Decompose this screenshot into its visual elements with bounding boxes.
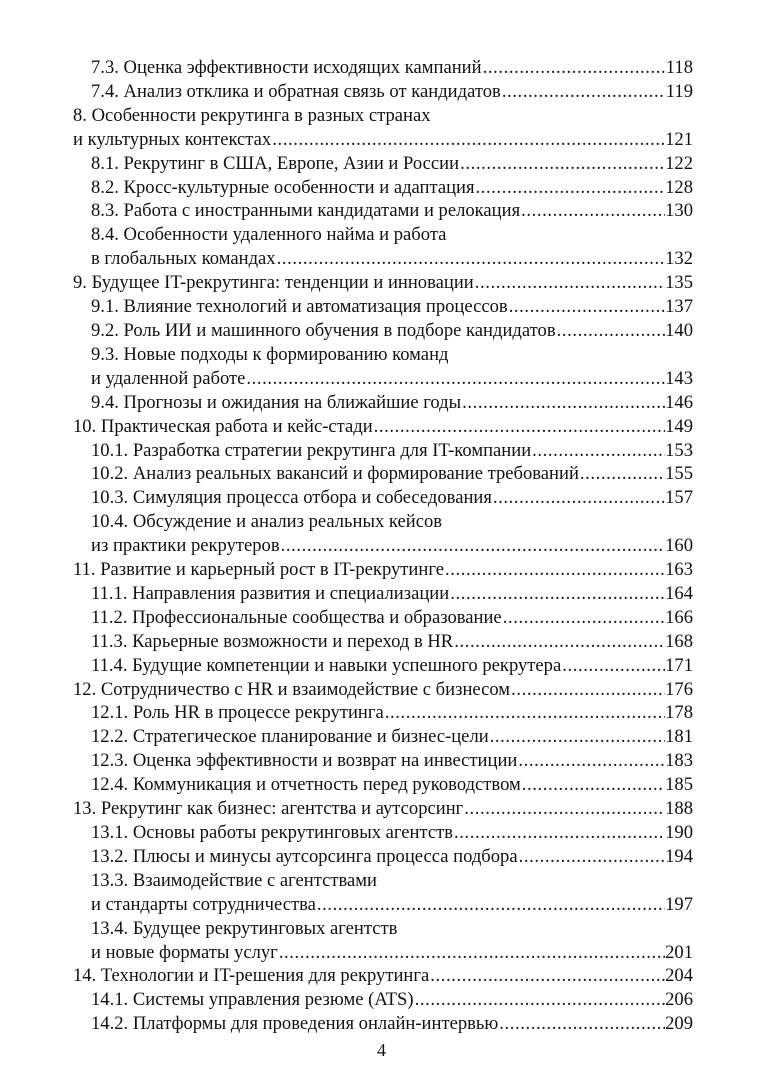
toc-entry — [73, 606, 693, 630]
toc-entry-line — [73, 558, 693, 582]
toc-entry — [73, 343, 693, 391]
toc-entry-page: 137 — [665, 296, 693, 318]
toc-entry — [73, 725, 693, 749]
dot-leader — [517, 749, 665, 773]
toc-entry-title: и культурных контекстах — [73, 128, 272, 150]
dot-leader — [508, 295, 665, 319]
toc-entry-line — [91, 869, 693, 893]
toc-entry-page: 121 — [665, 128, 693, 150]
toc-entry-line — [91, 701, 693, 725]
toc-entry-title: 11.2. Профессиональные сообщества и образование — [91, 606, 502, 628]
toc-entry-page: 183 — [665, 750, 693, 772]
toc-entry-page: 206 — [665, 989, 693, 1011]
toc-entry — [73, 773, 693, 797]
toc-entry-title: 14.2. Платформы для проведения онлайн-интервью — [91, 1013, 499, 1035]
dot-leader — [531, 439, 665, 463]
toc-entry — [73, 152, 693, 176]
dot-leader — [561, 654, 665, 678]
toc-entry-title: 12.4. Коммуникация и отчетность перед руководством — [91, 774, 521, 796]
toc-entry-line — [91, 654, 693, 678]
toc-entry-title: 9.2. Роль ИИ и машинного обучения в подборе кандидатов — [91, 319, 556, 341]
dot-leader — [459, 152, 665, 176]
dot-leader — [475, 176, 666, 200]
toc-entry-title: 10.2. Анализ реальных вакансий и формирование требований — [91, 463, 579, 485]
toc-entry-line — [91, 295, 693, 319]
dot-leader — [521, 773, 665, 797]
dot-leader — [518, 845, 666, 869]
dot-leader — [444, 558, 665, 582]
toc-entry — [73, 510, 693, 558]
toc-entry-line — [91, 319, 693, 343]
dot-leader — [463, 797, 665, 821]
toc-entry-title: 12. Сотрудничество с HR и взаимодействие с бизнесом — [73, 678, 511, 700]
dot-leader — [278, 941, 665, 965]
toc-entry-line — [91, 606, 693, 630]
toc-entry-title: 10.1. Разработка стратегии рекрутинга для IT-компании — [91, 439, 532, 461]
toc-entry-line — [91, 367, 693, 391]
toc-entry-page: 140 — [665, 319, 693, 341]
toc-entry — [73, 821, 693, 845]
toc-entry-title: 12.3. Оценка эффективности и возврат на инвестиции — [91, 750, 518, 772]
toc-entry-page: 130 — [665, 200, 693, 222]
toc-entry-title: в глобальных командах — [91, 248, 276, 270]
toc-entry-page: 163 — [665, 559, 693, 581]
toc-entry-line — [91, 845, 693, 869]
toc-entry-line — [91, 223, 693, 247]
toc-entry-line — [91, 582, 693, 606]
toc-entry — [73, 797, 693, 821]
toc-entry-line — [91, 725, 693, 749]
toc-entry-title: 11.3. Карьерные возможности и переход в HR — [91, 630, 454, 652]
toc-entry — [73, 988, 693, 1012]
toc-entry — [73, 199, 693, 223]
toc-entry-page: 168 — [665, 630, 693, 652]
toc-entry-line — [91, 343, 693, 367]
dot-leader — [429, 964, 665, 988]
toc-entry — [73, 678, 693, 702]
toc-entry — [73, 439, 693, 463]
toc-entry — [73, 56, 693, 80]
toc-entry-title: 8.4. Особенности удаленного найма и работа — [91, 224, 447, 246]
dot-leader — [510, 678, 665, 702]
toc-entry-line — [91, 247, 693, 271]
toc-entry-line — [91, 510, 693, 534]
toc-entry-page: 143 — [665, 367, 693, 389]
toc-entry-page: 204 — [665, 965, 693, 987]
toc-entry-page: 176 — [665, 678, 693, 700]
toc-entry-line — [91, 630, 693, 654]
toc-entry-line — [73, 797, 693, 821]
toc-entry-title: 7.4. Анализ отклика и обратная связь от кандидатов — [91, 80, 501, 102]
table-of-contents — [73, 56, 693, 1036]
dot-leader — [271, 128, 665, 152]
toc-entry-title: 9.4. Прогнозы и ожидания на ближайшие годы — [91, 391, 462, 413]
toc-entry-page: 164 — [665, 582, 693, 604]
dot-leader — [520, 199, 665, 223]
toc-entry-title: 11. Развитие и карьерный рост в IT-рекрутинге — [73, 559, 444, 581]
dot-leader — [316, 893, 665, 917]
toc-entry-title: 8.2. Кросс-культурные особенности и адаптация — [91, 176, 475, 198]
toc-entry-page: 132 — [665, 248, 693, 270]
toc-entry-line — [91, 199, 693, 223]
toc-entry-page: 171 — [665, 654, 693, 676]
toc-entry — [73, 319, 693, 343]
toc-entry-title: 8. Особенности рекрутинга в разных странах — [73, 104, 431, 126]
toc-entry-page: 190 — [665, 822, 693, 843]
toc-entry-line — [91, 391, 693, 415]
toc-entry — [73, 223, 693, 271]
toc-entry-page: 119 — [665, 80, 693, 102]
toc-entry-page: 146 — [665, 391, 693, 413]
toc-entry-page: 201 — [665, 941, 693, 963]
dot-leader — [453, 821, 665, 845]
toc-entry — [73, 295, 693, 319]
toc-entry-title: и удаленной работе — [91, 367, 246, 389]
toc-entry — [73, 104, 693, 152]
toc-entry-title: 11.4. Будущие компетенции и навыки успешного рекрутера — [91, 654, 562, 676]
toc-entry-line — [73, 104, 693, 128]
toc-entry-page: 188 — [665, 798, 693, 820]
toc-entry-title: 14.1. Системы управления резюме (ATS) — [91, 989, 414, 1011]
toc-entry — [73, 271, 693, 295]
toc-entry-line — [73, 678, 693, 702]
dot-leader — [579, 462, 665, 486]
toc-entry — [73, 176, 693, 200]
dot-leader — [492, 486, 665, 510]
toc-entry-line — [73, 271, 693, 295]
toc-entry-page: 194 — [665, 845, 693, 867]
toc-entry — [73, 391, 693, 415]
toc-entry-page: 157 — [665, 487, 693, 509]
toc-entry-title: 13.2. Плюсы и минусы аутсорсинга процесса подбора — [91, 845, 518, 867]
dot-leader — [556, 319, 666, 343]
dot-leader — [453, 630, 665, 654]
toc-entry — [73, 630, 693, 654]
toc-entry-title: 7.3. Оценка эффективности исходящих кампаний — [91, 57, 482, 78]
toc-entry — [73, 654, 693, 678]
toc-entry-line — [91, 917, 693, 941]
toc-entry-title: 10.3. Симуляция процесса отбора и собеседования — [91, 487, 492, 509]
dot-leader — [461, 391, 665, 415]
toc-entry-line — [91, 80, 693, 104]
toc-entry-title: из практики рекрутеров — [91, 535, 280, 557]
toc-entry-line — [91, 988, 693, 1012]
toc-entry-line — [91, 439, 693, 463]
dot-leader — [482, 56, 666, 80]
toc-entry — [73, 415, 693, 439]
toc-entry-title: 13.1. Основы работы рекрутинговых агентств — [91, 822, 453, 843]
toc-entry — [73, 486, 693, 510]
dot-leader — [501, 80, 666, 104]
toc-entry-line — [91, 56, 693, 80]
toc-entry-title: 10. Практическая работа и кейс-стади — [73, 415, 373, 437]
toc-entry-page: 166 — [665, 606, 693, 628]
toc-entry-page: 153 — [665, 439, 693, 461]
toc-entry — [73, 558, 693, 582]
toc-entry-title: 11.1. Направления развития и специализации — [91, 582, 450, 604]
toc-entry — [73, 462, 693, 486]
toc-entry-line — [91, 773, 693, 797]
dot-leader — [474, 271, 665, 295]
toc-entry — [73, 845, 693, 869]
toc-entry-page: 181 — [665, 726, 693, 748]
toc-entry-title: 13. Рекрутинг как бизнес: агентства и аутсорсинг — [73, 798, 464, 820]
dot-leader — [498, 1012, 665, 1036]
toc-entry-title: 9.3. Новые подходы к формированию команд — [91, 343, 449, 365]
toc-entry-line — [91, 534, 693, 558]
toc-entry — [73, 749, 693, 773]
toc-entry-title: 9.1. Влияние технологий и автоматизация процессов — [91, 296, 508, 318]
toc-entry-page: 135 — [665, 272, 693, 294]
toc-entry-title: и новые форматы услуг — [91, 941, 278, 963]
toc-entry — [73, 917, 693, 965]
toc-entry-line — [91, 176, 693, 200]
toc-entry-page: 118 — [665, 57, 693, 78]
dot-leader — [489, 725, 665, 749]
toc-entry-page: 197 — [665, 893, 693, 915]
toc-entry-title: 12.1. Роль HR в процессе рекрутинга — [91, 702, 384, 724]
toc-entry-title: 12.2. Стратегическое планирование и бизнес-цели — [91, 726, 489, 748]
dot-leader — [276, 247, 666, 271]
toc-entry-line — [91, 152, 693, 176]
toc-entry-line — [91, 941, 693, 965]
dot-leader — [280, 534, 665, 558]
toc-entry — [73, 964, 693, 988]
toc-entry-line — [73, 128, 693, 152]
toc-entry-title: 14. Технологии и IT-решения для рекрутинга — [73, 965, 430, 987]
dot-leader — [449, 582, 665, 606]
toc-entry-title: и стандарты сотрудничества — [91, 893, 316, 915]
toc-entry-title: 8.3. Работа с иностранными кандидатами и релокация — [91, 200, 521, 222]
toc-entry-title: 8.1. Рекрутинг в США, Европе, Азии и России — [91, 152, 460, 174]
toc-entry-line — [91, 749, 693, 773]
toc-entry — [73, 869, 693, 917]
toc-entry-line — [73, 415, 693, 439]
toc-entry-line — [91, 893, 693, 917]
toc-entry-page: 160 — [665, 535, 693, 557]
toc-entry-line — [91, 462, 693, 486]
toc-entry-page: 155 — [665, 463, 693, 485]
toc-entry-page: 185 — [665, 774, 693, 796]
toc-entry-title: 10.4. Обсуждение и анализ реальных кейсов — [91, 511, 443, 533]
toc-entry-title: 9. Будущее IT-рекрутинга: тенденции и инновации — [73, 272, 474, 294]
toc-entry-line — [91, 486, 693, 510]
dot-leader — [414, 988, 666, 1012]
toc-entry — [73, 582, 693, 606]
toc-entry-page: 149 — [665, 415, 693, 437]
dot-leader — [373, 415, 665, 439]
toc-entry-line — [73, 964, 693, 988]
dot-leader — [245, 367, 665, 391]
toc-entry-title: 13.4. Будущее рекрутинговых агентств — [91, 917, 398, 939]
dot-leader — [384, 701, 665, 725]
toc-entry-line — [91, 1012, 693, 1036]
toc-entry-page: 178 — [665, 702, 693, 724]
toc-entry-page: 122 — [665, 152, 693, 174]
toc-entry-page: 209 — [665, 1013, 693, 1035]
page-number: 4 — [377, 1040, 386, 1060]
dot-leader — [502, 606, 665, 630]
toc-entry — [73, 80, 693, 104]
toc-entry-page: 128 — [665, 176, 693, 198]
toc-entry-line — [91, 821, 693, 845]
toc-entry — [73, 1012, 693, 1036]
toc-entry — [73, 701, 693, 725]
toc-entry-title: 13.3. Взаимодействие с агентствами — [91, 869, 377, 891]
